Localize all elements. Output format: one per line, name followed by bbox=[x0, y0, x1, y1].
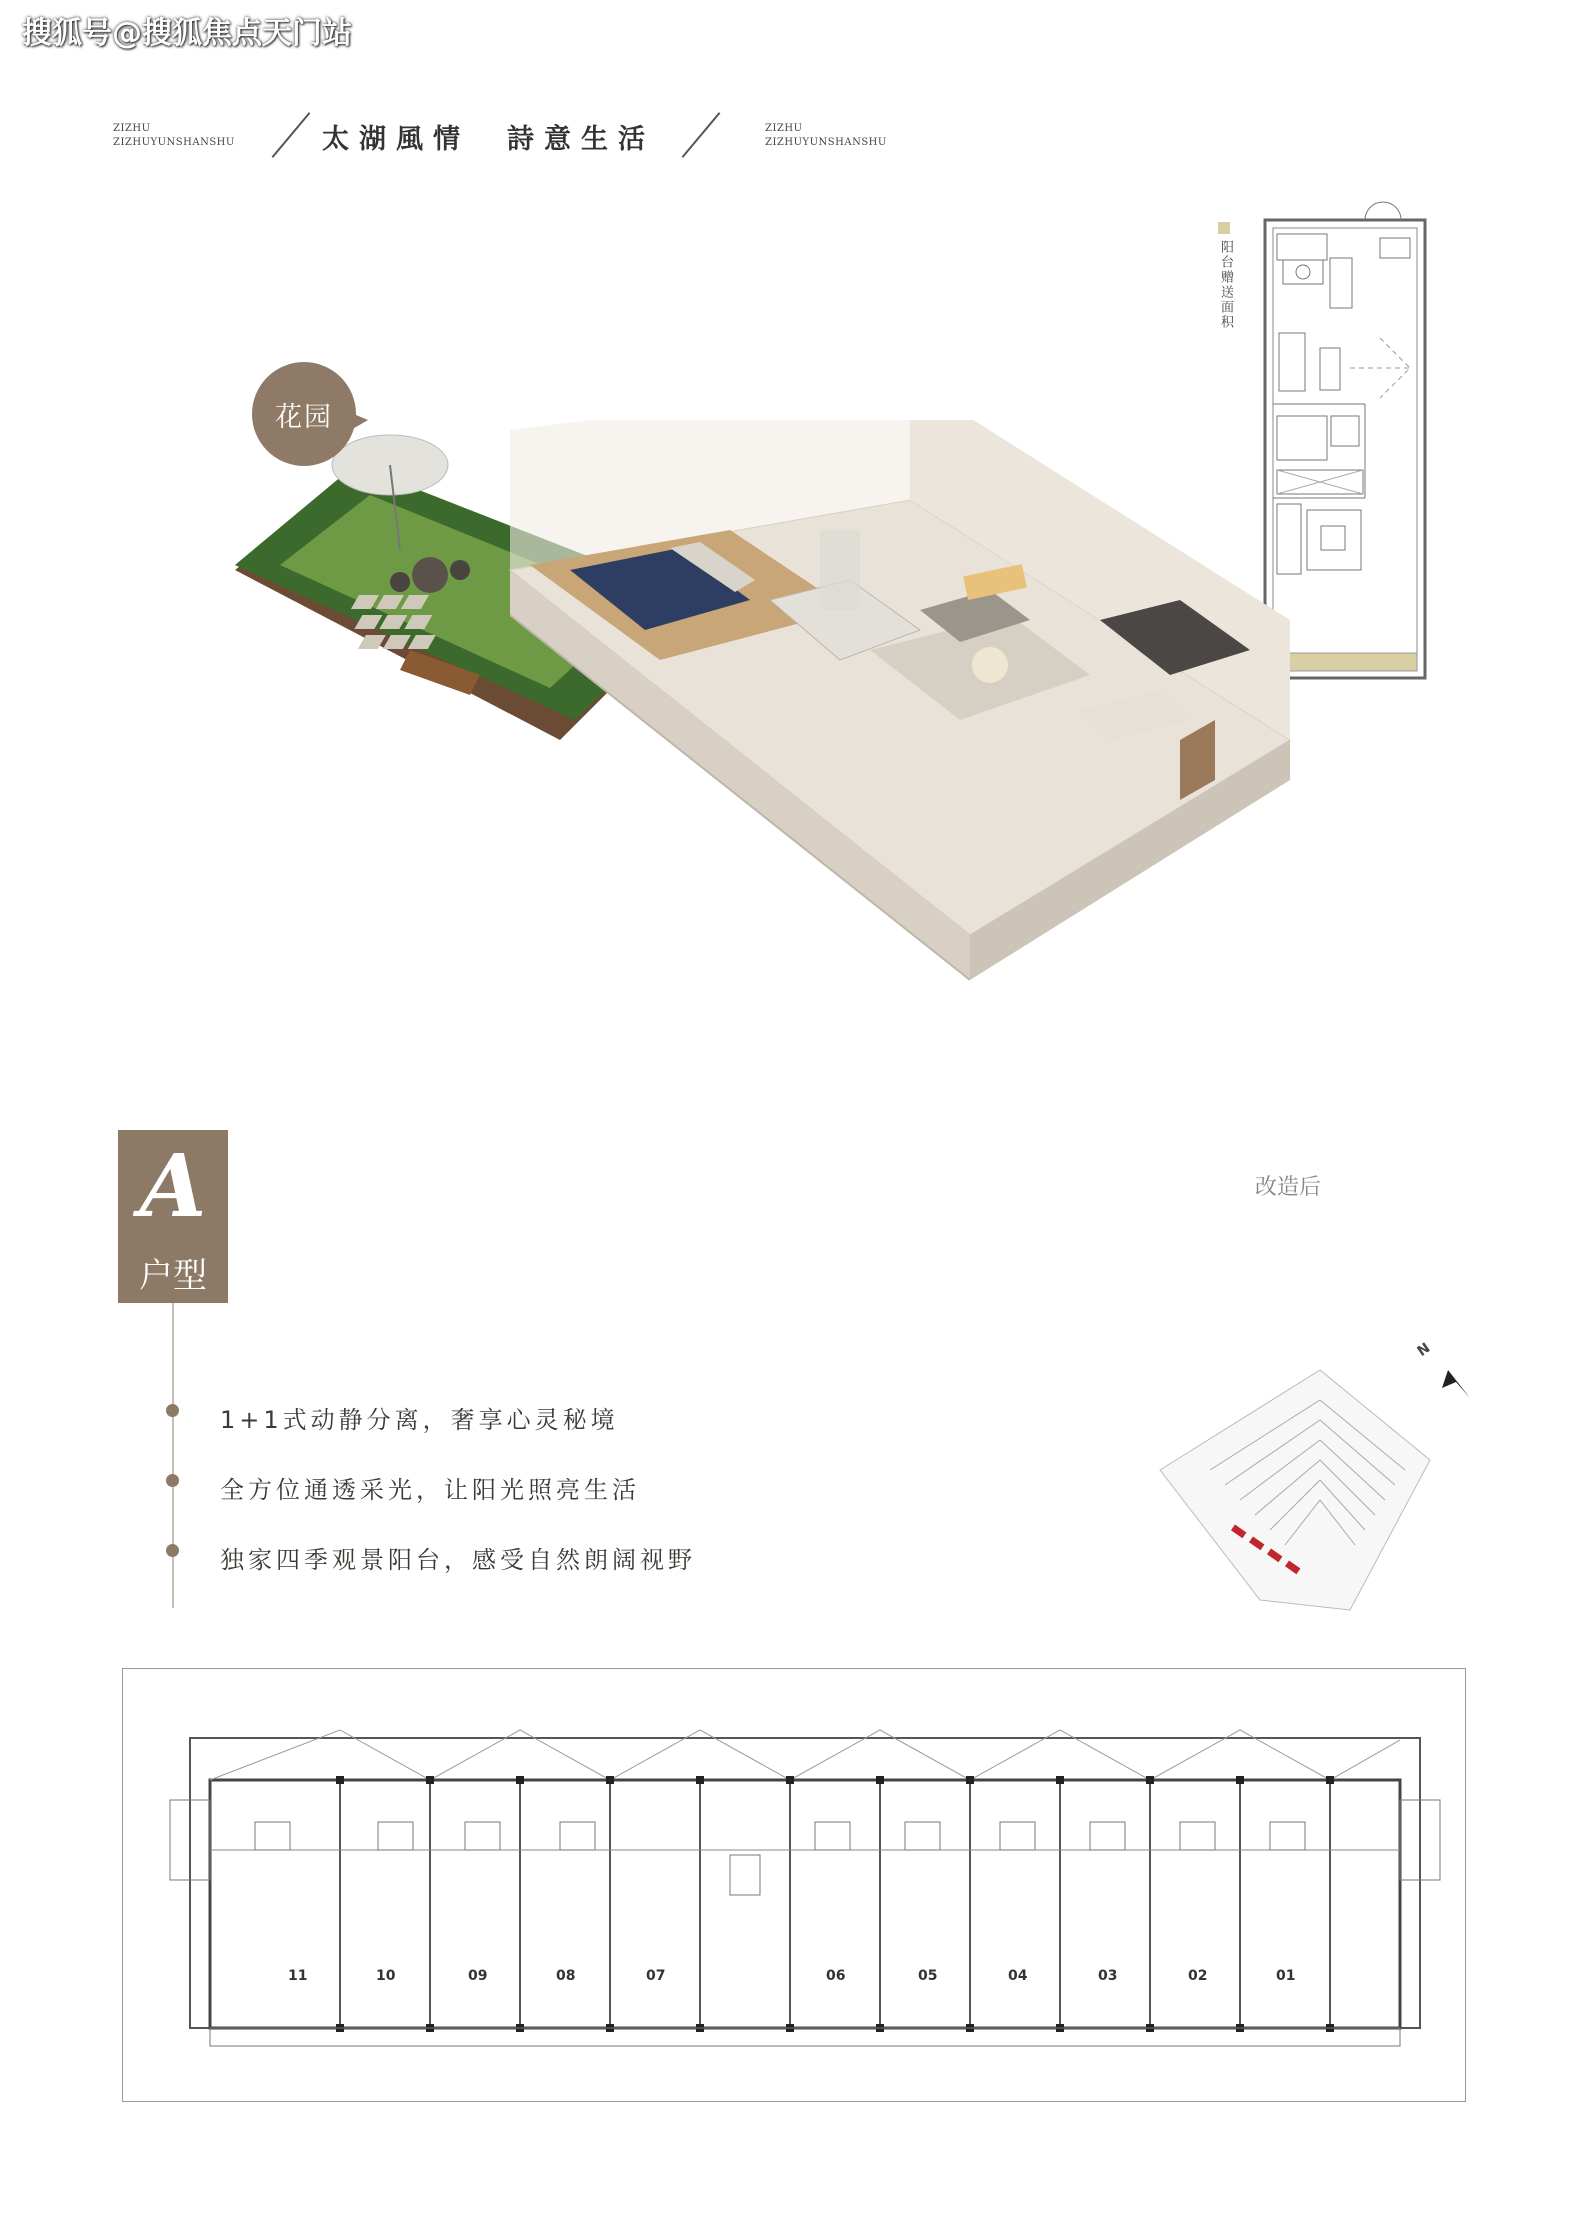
feature-3: 独家四季观景阳台，感受自然朗阔视野 bbox=[220, 1546, 696, 1574]
unit-number: 08 bbox=[556, 1968, 576, 1984]
garden-tag bbox=[252, 362, 356, 466]
header-right-en bbox=[765, 122, 887, 150]
header-divider-left bbox=[272, 112, 311, 158]
building-floor-plan bbox=[160, 1700, 1450, 2080]
unit-number: 06 bbox=[826, 1968, 846, 1984]
site-plan bbox=[1150, 1360, 1450, 1620]
feature-1: 1+1式动静分离，奢享心灵秘境 bbox=[220, 1406, 619, 1434]
header-left-en-1: ZIZHU bbox=[113, 123, 151, 134]
header-divider-right bbox=[682, 112, 721, 158]
north-label: N bbox=[1414, 1340, 1434, 1360]
feature-bullet bbox=[166, 1474, 179, 1487]
unit-number: 09 bbox=[468, 1968, 488, 1984]
unit-number: 02 bbox=[1188, 1968, 1208, 1984]
header-left-en-2: ZIZHUYUNSHANSHU bbox=[113, 137, 235, 148]
unit-number: 04 bbox=[1008, 1968, 1028, 1984]
unit-type-word: 户型 bbox=[139, 1256, 207, 1296]
unit-number: 10 bbox=[376, 1968, 396, 1984]
header-right-en-2: ZIZHUYUNSHANSHU bbox=[765, 137, 887, 148]
unit-number: 01 bbox=[1276, 1968, 1296, 1984]
feature-bullet bbox=[166, 1544, 179, 1557]
feature-timeline-line bbox=[172, 1303, 174, 1608]
unit-number: 03 bbox=[1098, 1968, 1118, 1984]
watermark-text: 搜狐号@搜狐焦点天门站 bbox=[22, 16, 352, 51]
unit-type-badge bbox=[118, 1130, 228, 1303]
legend-swatch bbox=[1218, 222, 1230, 234]
legend-label: 阳台赠送面积 bbox=[1218, 240, 1233, 330]
unit-number: 11 bbox=[288, 1968, 308, 1984]
garden-tag-label: 花园 bbox=[275, 401, 333, 433]
header-slogan: 太湖風情 詩意生活 bbox=[322, 124, 655, 155]
unit-type-letter: A bbox=[139, 1136, 207, 1237]
unit-number: 05 bbox=[918, 1968, 938, 1984]
after-renovation-label: 改造后 bbox=[1255, 1175, 1322, 1200]
unit-3d-render bbox=[230, 420, 1390, 1180]
feature-2: 全方位通透采光，让阳光照亮生活 bbox=[220, 1476, 640, 1504]
header-right-en-1: ZIZHU bbox=[765, 123, 803, 134]
feature-bullet bbox=[166, 1404, 179, 1417]
unit-number: 07 bbox=[646, 1968, 666, 1984]
header-left-en bbox=[113, 122, 235, 150]
